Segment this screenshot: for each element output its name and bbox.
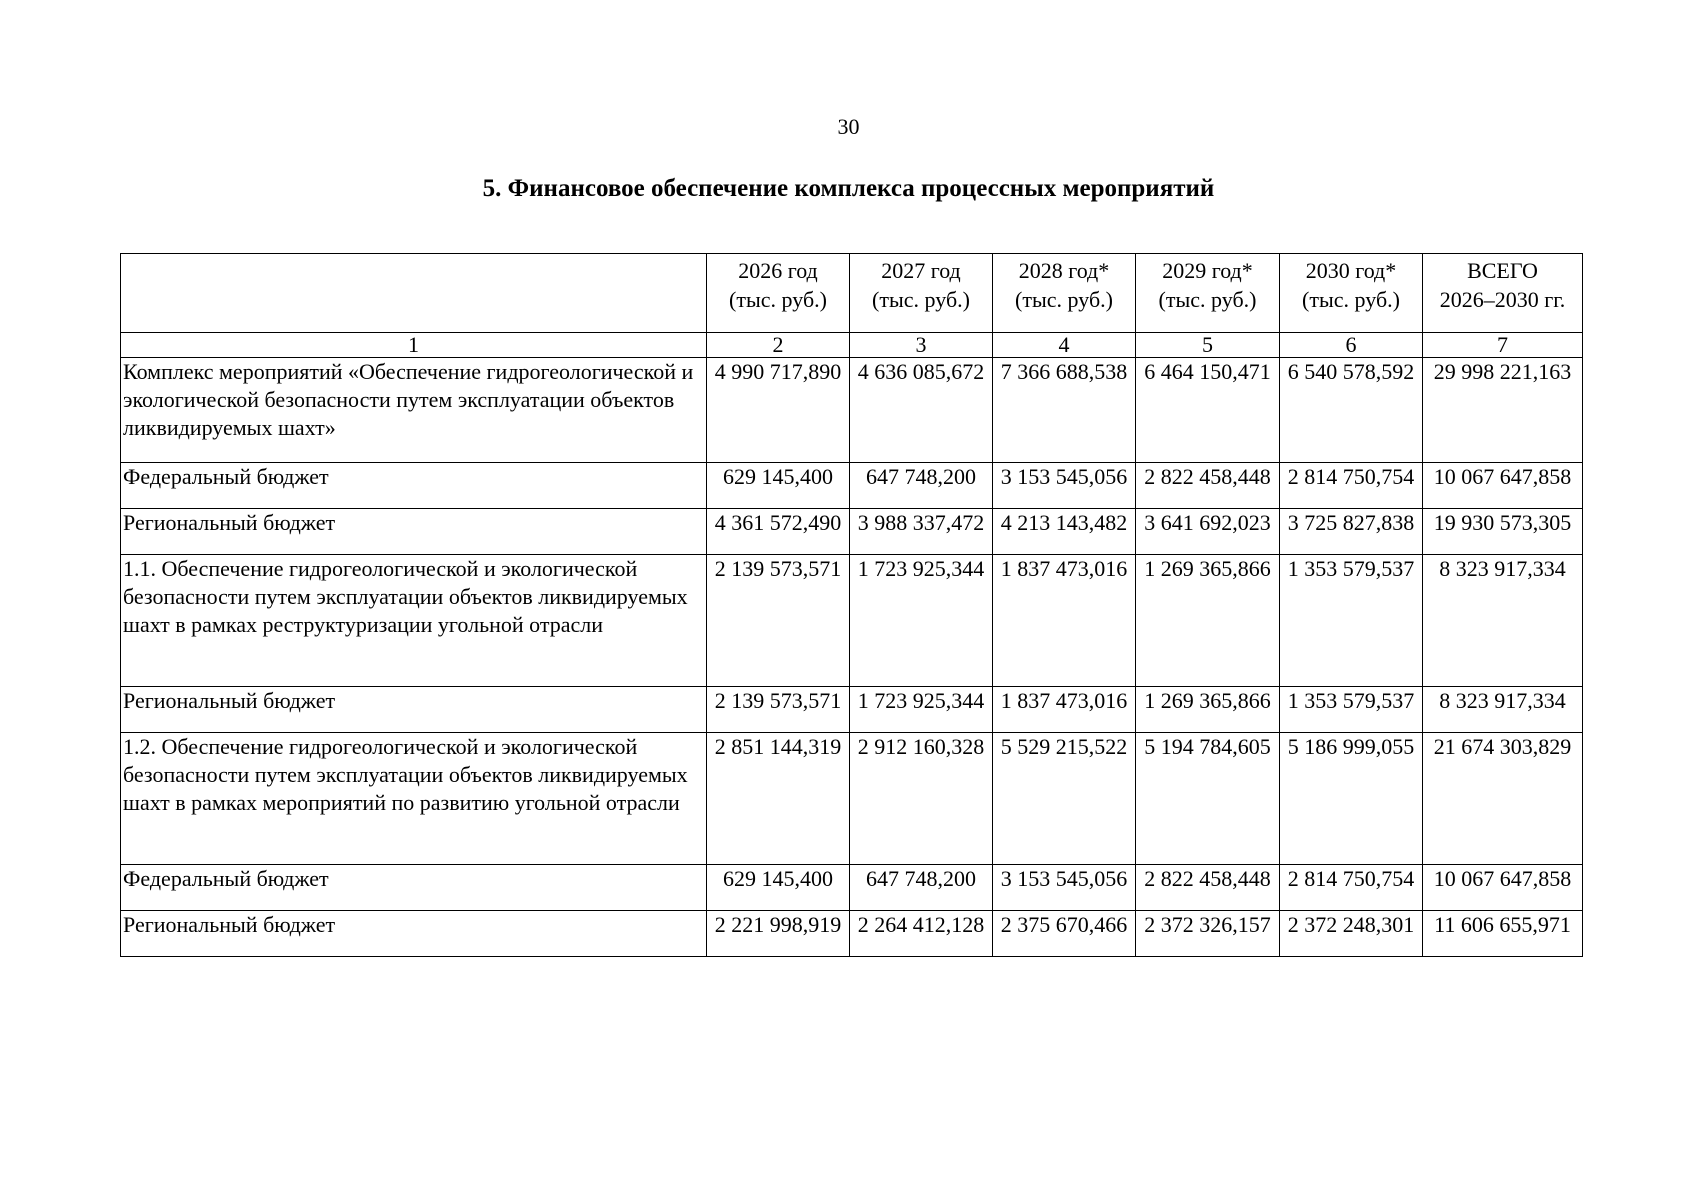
value-cell: 1 353 579,537 xyxy=(1280,687,1423,733)
value-cell: 2 912 160,328 xyxy=(850,733,993,865)
column-header-2026 xyxy=(707,254,850,333)
table-row xyxy=(121,358,1583,463)
column-header-2030 xyxy=(1280,254,1423,333)
value-cell: 2 139 573,571 xyxy=(707,555,850,687)
value-cell: 4 990 717,890 xyxy=(707,358,850,463)
total-cell: 11 606 655,971 xyxy=(1423,911,1583,957)
total-cell: 19 930 573,305 xyxy=(1423,509,1583,555)
total-cell: 29 998 221,163 xyxy=(1423,358,1583,463)
value-cell: 2 139 573,571 xyxy=(707,687,850,733)
column-header-name xyxy=(121,254,707,333)
row-name-cell: Региональный бюджет xyxy=(121,687,707,733)
column-header-total xyxy=(1423,254,1583,333)
column-number: 3 xyxy=(850,333,993,358)
value-cell: 647 748,200 xyxy=(850,865,993,911)
value-cell: 1 837 473,016 xyxy=(993,555,1136,687)
value-cell: 2 814 750,754 xyxy=(1280,865,1423,911)
value-cell: 629 145,400 xyxy=(707,463,850,509)
column-number: 2 xyxy=(707,333,850,358)
value-cell: 2 822 458,448 xyxy=(1136,463,1280,509)
column-header-line: 2030 год* xyxy=(1305,258,1397,283)
value-cell: 4 213 143,482 xyxy=(993,509,1136,555)
total-cell: 8 323 917,334 xyxy=(1423,555,1583,687)
row-name-cell: 1.2. Обеспечение гидрогеологической и экологической безопасности путем эксплуатации объектов ликвидируемых шахт в рамках мероприятий по развитию угольной отрасли xyxy=(121,733,707,865)
section-title: 5. Финансовое обеспечение комплекса процессных мероприятий xyxy=(482,175,1215,202)
column-header-line: 2026 год xyxy=(738,258,818,283)
value-cell: 629 145,400 xyxy=(707,865,850,911)
table-row xyxy=(121,509,1583,555)
value-cell: 1 269 365,866 xyxy=(1136,555,1280,687)
value-cell: 1 269 365,866 xyxy=(1136,687,1280,733)
table-row xyxy=(121,911,1583,957)
total-cell: 10 067 647,858 xyxy=(1423,865,1583,911)
table-row xyxy=(121,865,1583,911)
row-name-cell: Федеральный бюджет xyxy=(121,865,707,911)
column-header-line: 2028 год* xyxy=(1018,258,1110,283)
column-number: 4 xyxy=(993,333,1136,358)
value-cell: 5 194 784,605 xyxy=(1136,733,1280,865)
value-cell: 647 748,200 xyxy=(850,463,993,509)
column-header-unit: (тыс. руб.) xyxy=(1302,287,1400,312)
row-name-cell: Региональный бюджет xyxy=(121,911,707,957)
value-cell: 4 636 085,672 xyxy=(850,358,993,463)
row-name-cell: Федеральный бюджет xyxy=(121,463,707,509)
value-cell: 5 529 215,522 xyxy=(993,733,1136,865)
column-header-unit: (тыс. руб.) xyxy=(872,287,970,312)
value-cell: 2 221 998,919 xyxy=(707,911,850,957)
value-cell: 2 814 750,754 xyxy=(1280,463,1423,509)
column-header-unit: (тыс. руб.) xyxy=(1158,287,1257,312)
column-header-2029 xyxy=(1136,254,1280,333)
value-cell: 1 837 473,016 xyxy=(993,687,1136,733)
column-number: 7 xyxy=(1423,333,1583,358)
column-number: 1 xyxy=(121,333,707,358)
value-cell: 1 353 579,537 xyxy=(1280,555,1423,687)
value-cell: 3 725 827,838 xyxy=(1280,509,1423,555)
column-header-2028 xyxy=(993,254,1136,333)
column-number-row xyxy=(121,333,1583,358)
financing-table xyxy=(120,253,1583,957)
table-row xyxy=(121,733,1583,865)
total-cell: 8 323 917,334 xyxy=(1423,687,1583,733)
row-name-cell: Комплекс мероприятий «Обеспечение гидрогеологической и экологической безопасности путем эксплуатации объектов ликвидируемых шахт» xyxy=(121,358,707,463)
value-cell: 2 851 144,319 xyxy=(707,733,850,865)
column-number: 5 xyxy=(1136,333,1280,358)
column-number: 6 xyxy=(1280,333,1423,358)
value-cell: 2 264 412,128 xyxy=(850,911,993,957)
value-cell: 2 822 458,448 xyxy=(1136,865,1280,911)
column-header-unit: 2026–2030 гг. xyxy=(1439,287,1566,312)
table-row xyxy=(121,463,1583,509)
table-header-row xyxy=(121,254,1583,333)
column-header-2027 xyxy=(850,254,993,333)
total-cell: 21 674 303,829 xyxy=(1423,733,1583,865)
table-row xyxy=(121,555,1583,687)
column-header-unit: (тыс. руб.) xyxy=(729,287,827,312)
value-cell: 5 186 999,055 xyxy=(1280,733,1423,865)
value-cell: 3 153 545,056 xyxy=(993,865,1136,911)
value-cell: 1 723 925,344 xyxy=(850,687,993,733)
row-name-cell: Региональный бюджет xyxy=(121,509,707,555)
row-name-cell: 1.1. Обеспечение гидрогеологической и экологической безопасности путем эксплуатации объектов ликвидируемых шахт в рамках реструктуризации угольной отрасли xyxy=(121,555,707,687)
value-cell: 3 153 545,056 xyxy=(993,463,1136,509)
value-cell: 7 366 688,538 xyxy=(993,358,1136,463)
value-cell: 3 641 692,023 xyxy=(1136,509,1280,555)
value-cell: 2 372 248,301 xyxy=(1280,911,1423,957)
value-cell: 2 375 670,466 xyxy=(993,911,1136,957)
value-cell: 6 464 150,471 xyxy=(1136,358,1280,463)
page-number: 30 xyxy=(837,114,860,139)
value-cell: 4 361 572,490 xyxy=(707,509,850,555)
column-header-line: ВСЕГО xyxy=(1467,258,1538,283)
table-row xyxy=(121,687,1583,733)
value-cell: 6 540 578,592 xyxy=(1280,358,1423,463)
value-cell: 1 723 925,344 xyxy=(850,555,993,687)
column-header-line: 2029 год* xyxy=(1162,258,1253,283)
value-cell: 3 988 337,472 xyxy=(850,509,993,555)
total-cell: 10 067 647,858 xyxy=(1423,463,1583,509)
value-cell: 2 372 326,157 xyxy=(1136,911,1280,957)
column-header-unit: (тыс. руб.) xyxy=(1015,287,1113,312)
column-header-line: 2027 год xyxy=(881,258,961,283)
